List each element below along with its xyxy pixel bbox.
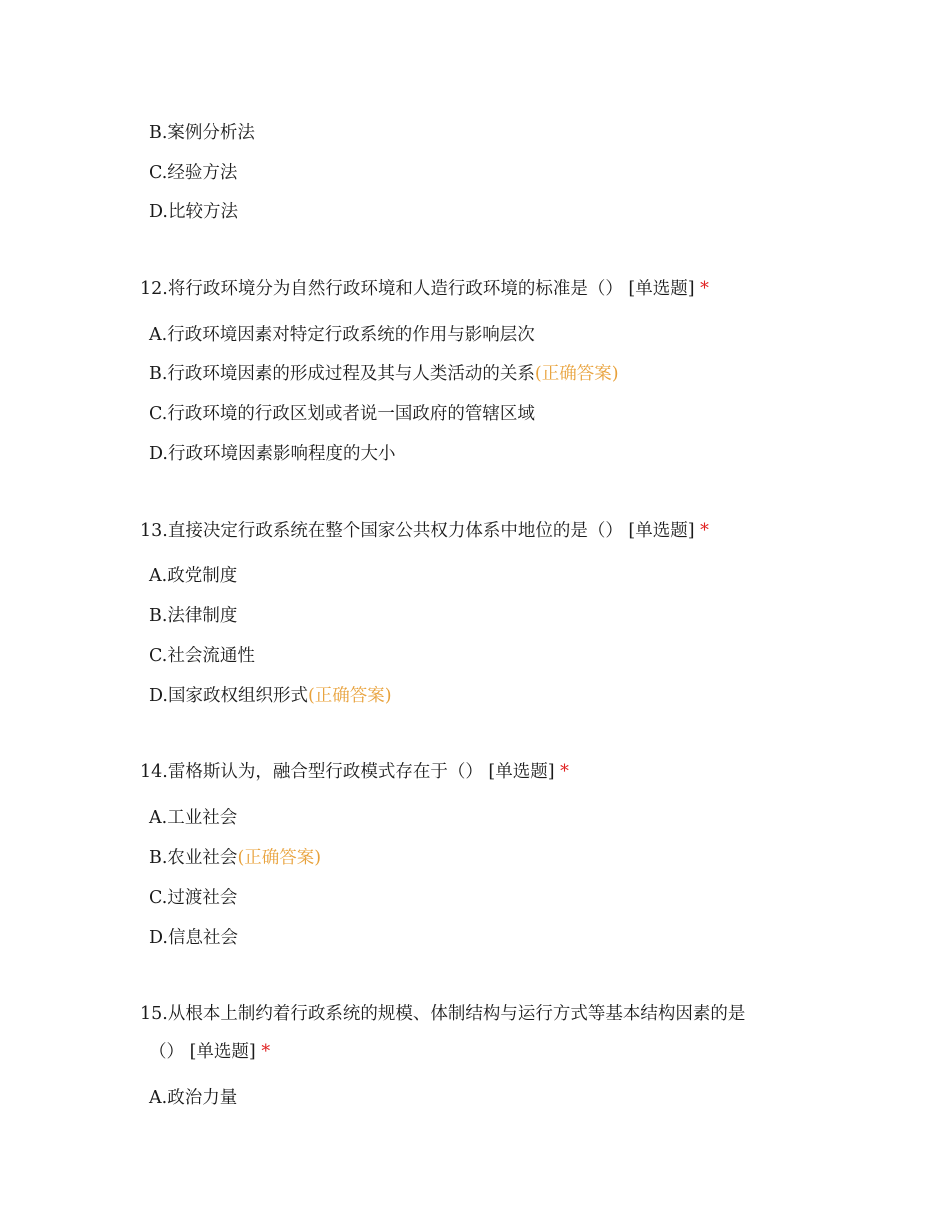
q13-option-a: A.政党制度 [149, 566, 238, 586]
q14-option-d: D.信息社会 [149, 928, 238, 948]
q13-option-c: C.社会流通性 [149, 646, 255, 666]
q11-option-b: B.案例分析法 [149, 123, 255, 143]
q14-option-b [149, 846, 321, 870]
q14-option-a: A.工业社会 [149, 808, 238, 828]
required-mark: * [560, 762, 569, 782]
correct-answer-label: (正确答案) [237, 848, 322, 868]
q12-option-a: A.行政环境因素对特定行政系统的作用与影响层次 [149, 325, 535, 345]
question-15-title [140, 1002, 745, 1026]
q15-option-a: A.政治力量 [149, 1088, 238, 1108]
q12-option-d: D.行政环境因素影响程度的大小 [149, 444, 396, 464]
q11-option-c: C.经验方法 [149, 163, 238, 183]
q13-option-b: B.法律制度 [149, 606, 238, 626]
question-12-text: 12.将行政环境分为自然行政环境和人造行政环境的标准是（） [140, 279, 623, 299]
q14-option-b-text: B.农业社会 [149, 848, 238, 868]
question-13-title [140, 519, 709, 543]
question-15-type: [单选题] [189, 1042, 256, 1062]
q12-option-b-text: B.行政环境因素的形成过程及其与人类活动的关系 [149, 364, 535, 384]
q13-option-d-text: D.国家政权组织形式 [149, 686, 308, 706]
question-12-type: [单选题] [628, 279, 695, 299]
question-13-type: [单选题] [628, 521, 695, 541]
q11-option-d: D.比较方法 [149, 202, 238, 222]
correct-answer-label: (正确答案) [307, 686, 392, 706]
q12-option-c: C.行政环境的行政区划或者说一国政府的管辖区域 [149, 404, 535, 424]
required-mark: * [700, 279, 709, 299]
question-15-text-line2: （） [149, 1042, 184, 1062]
question-15-text-line1: 15.从根本上制约着行政系统的规模、体制结构与运行方式等基本结构因素的是 [140, 1004, 746, 1024]
question-14-text: 14.雷格斯认为，融合型行政模式存在于（） [140, 762, 483, 782]
correct-answer-label: (正确答案) [534, 364, 619, 384]
q14-option-c: C.过渡社会 [149, 888, 238, 908]
q13-option-d [149, 684, 392, 708]
required-mark: * [261, 1042, 271, 1062]
q12-option-b [149, 362, 619, 386]
question-13-text: 13.直接决定行政系统在整个国家公共权力体系中地位的是（） [140, 521, 623, 541]
required-mark: * [700, 521, 709, 541]
question-12-title [140, 277, 709, 301]
question-14-title [140, 760, 569, 784]
question-14-type: [单选题] [488, 762, 555, 782]
question-15-title-line2 [149, 1040, 270, 1064]
